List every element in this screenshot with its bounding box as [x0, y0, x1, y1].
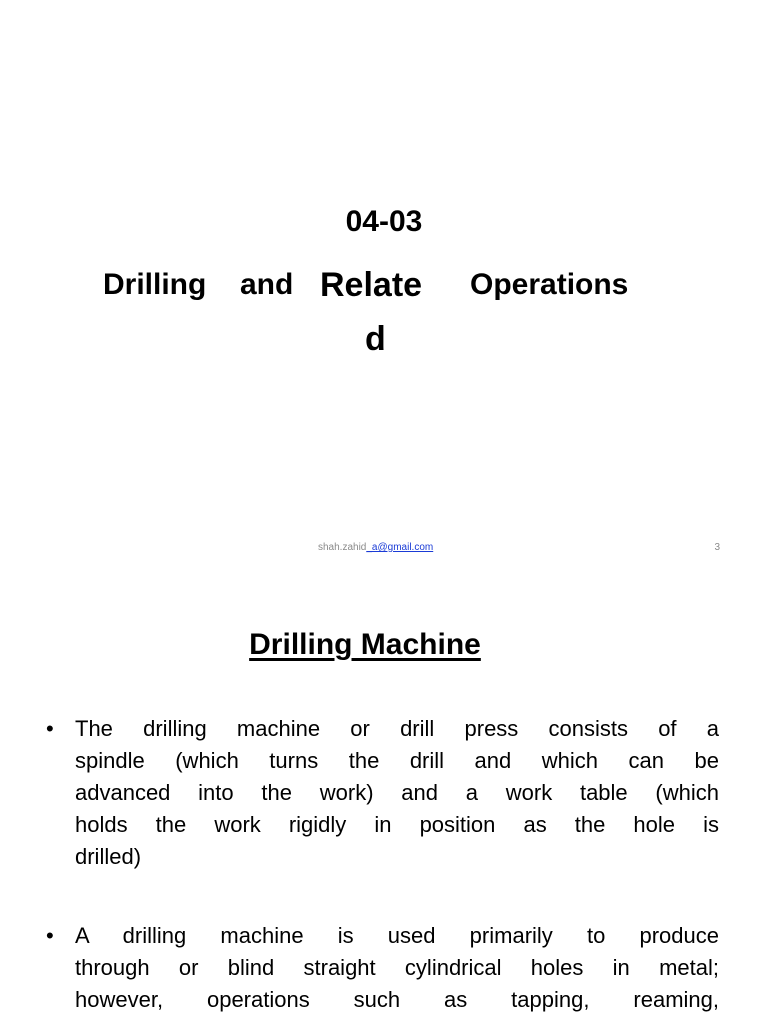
email-link[interactable]: _a@gmail.com	[366, 542, 434, 553]
bullet-paragraph-2	[75, 920, 719, 1016]
title-word-drilling: Drilling	[103, 268, 207, 301]
paragraph-line: however, operations such as tapping, reaming,	[75, 987, 719, 1012]
title-word-relate: Relate	[320, 266, 423, 304]
paragraph-line: drilled)	[75, 844, 142, 869]
document-code: 04-03	[345, 205, 423, 238]
footer-email	[318, 542, 433, 553]
paragraph-line: spindle (which turns the drill and which can be	[75, 748, 719, 773]
bullet-marker: •	[46, 923, 54, 948]
title-word-operations: Operations	[470, 268, 629, 301]
paragraph-line: advanced into the work) and a work table (which	[75, 780, 719, 805]
section-heading: Drilling Machine	[249, 628, 481, 661]
paragraph-line: holds the work rigidly in position as the hole is	[75, 812, 719, 837]
paragraph-line: The drilling machine or drill press consists of a	[75, 716, 719, 741]
bullet-marker: •	[46, 716, 54, 741]
paragraph-line: A drilling machine is used primarily to produce	[75, 923, 719, 948]
title-word-d: d	[365, 320, 386, 358]
bullet-paragraph-1	[75, 713, 719, 873]
email-prefix: shah.zahid	[318, 542, 367, 553]
paragraph-line: through or blind straight cylindrical holes in metal;	[75, 955, 719, 980]
page-number: 3	[714, 542, 720, 553]
title-word-and: and	[240, 268, 294, 301]
